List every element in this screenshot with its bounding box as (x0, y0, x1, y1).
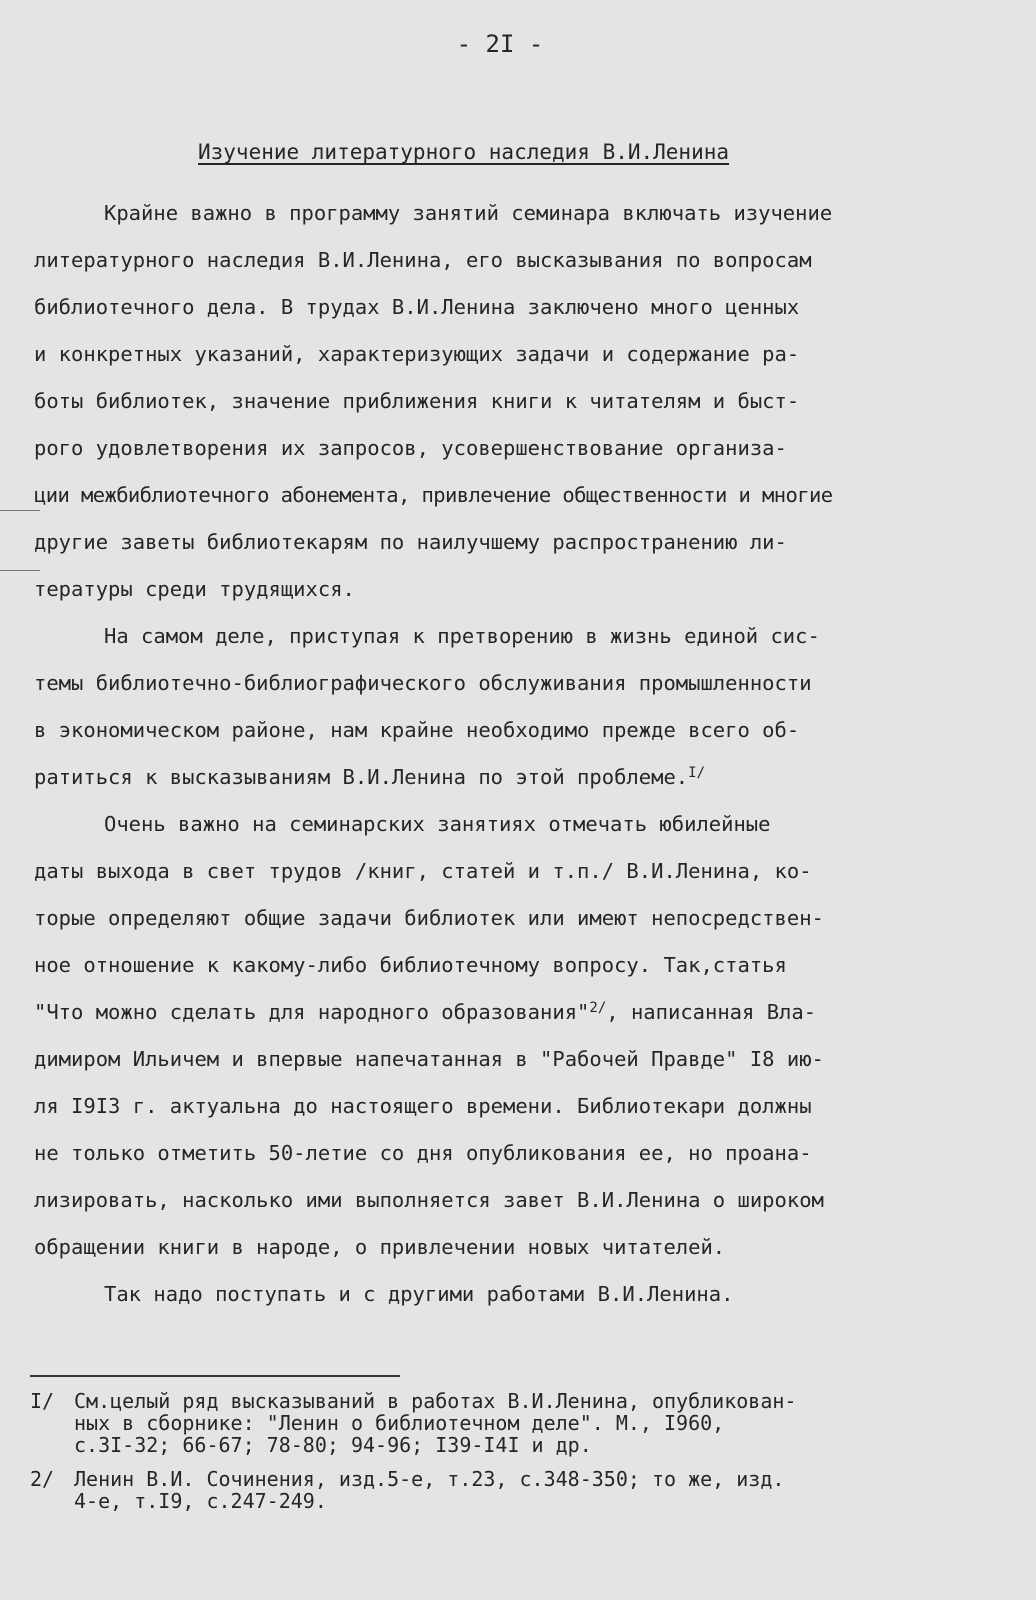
footnote-line: Ленин В.И. Сочинения, изд.5-е, т.23, с.348-350; то же, изд. (74, 1467, 785, 1491)
paragraph-line: ля I9I3 г. актуальна до настоящего времени. Библиотекари должны (34, 1094, 812, 1118)
footnote-ref: 2/ (589, 1000, 607, 1016)
footnote-rule (30, 1375, 400, 1377)
footnote-line: 4-е, т.I9, с.247-249. (74, 1489, 327, 1513)
paragraph-line: торые определяют общие задачи библиотек или имеют непосредствен- (34, 906, 824, 930)
paragraph-line (34, 998, 816, 1026)
paragraph-line: ции межбиблиотечного абонемента, привлечение общественности и многие (34, 483, 833, 507)
page-number: - 2I - (456, 30, 544, 58)
paragraph-line: Крайне важно в программу занятий семинара включать изучение (104, 201, 833, 225)
paragraph-line: рого удовлетворения их запросов, усовершенствование организа- (34, 436, 787, 460)
paragraph-text: ратиться к высказываниям В.И.Ленина по этой проблеме. (34, 765, 689, 789)
margin-mark (0, 570, 40, 571)
paragraph-line: Так надо поступать и с другими работами В.И.Ленина. (104, 1282, 734, 1306)
paragraph-line: библиотечного дела. В трудах В.И.Ленина заключено много ценных (34, 295, 800, 319)
footnote-line: ных в сборнике: "Ленин о библиотечном деле". М., I960, (74, 1411, 725, 1435)
footnote-marker: I/ (30, 1389, 55, 1413)
paragraph-text: , написанная Вла- (606, 1000, 817, 1024)
quoted-title: "Что можно сделать для народного образования" (34, 1000, 590, 1024)
footnote-line: с.3I-32; 66-67; 78-80; 94-96; I39-I4I и др. (74, 1433, 592, 1457)
footnote-ref: I/ (688, 765, 705, 781)
paragraph-line: тературы среди трудящихся. (34, 577, 355, 601)
paragraph-line: другие заветы библиотекарям по наилучшему распространению ли- (34, 530, 787, 554)
paragraph-line: На самом деле, приступая к претворению в жизнь единой сис- (104, 624, 820, 648)
paragraph-line: не только отметить 50-летие со дня опубликования ее, но проана- (34, 1141, 812, 1165)
footnote-line: См.целый ряд высказываний в работах В.И.Ленина, опубликован- (74, 1389, 797, 1413)
paragraph-line: литературного наследия В.И.Ленина, его высказывания по вопросам (34, 248, 812, 272)
paragraph-line: темы библиотечно-библиографического обслуживания промышленности (34, 671, 812, 695)
footnote-marker: 2/ (30, 1467, 55, 1491)
paragraph-line: лизировать, насколько ими выполняется завет В.И.Ленина о широком (34, 1188, 824, 1212)
paragraph-line (34, 763, 705, 791)
paragraph-line: в экономическом районе, нам крайне необходимо прежде всего об- (34, 718, 800, 742)
paragraph-line: обращении книги в народе, о привлечении новых читателей. (34, 1235, 726, 1259)
paragraph-line: ное отношение к какому-либо библиотечному вопросу. Так,статья (34, 953, 787, 977)
section-title: Изучение литературного наследия В.И.Ленина (198, 140, 730, 164)
paragraph-line: и конкретных указаний, характеризующих задачи и содержание ра- (34, 342, 800, 366)
paragraph-line: Очень важно на семинарских занятиях отмечать юбилейные (104, 812, 771, 836)
paragraph-line: димиром Ильичем и впервые напечатанная в "Рабочей Правде" I8 ию- (34, 1047, 824, 1071)
margin-mark (0, 510, 40, 511)
paragraph-line: даты выхода в свет трудов /книг, статей и т.п./ В.И.Ленина, ко- (34, 859, 812, 883)
paragraph-line: боты библиотек, значение приближения книги к читателям и быст- (34, 389, 800, 413)
